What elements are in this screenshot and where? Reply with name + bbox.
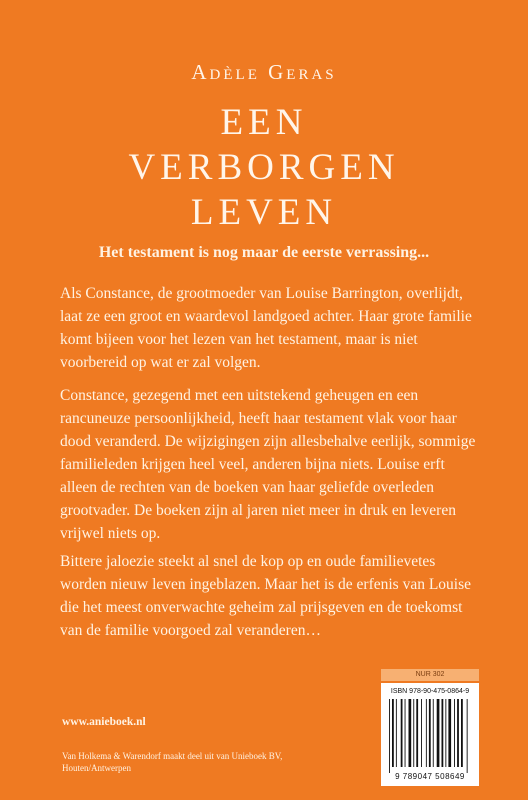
- barcode-panel: [381, 683, 479, 786]
- title-line: VERBORGEN: [128, 147, 400, 188]
- isbn-text: ISBN 978-90-475-0864-9: [390, 688, 470, 695]
- author-name: Adèle Geras: [191, 60, 337, 84]
- book-title: [0, 100, 528, 235]
- blurb-paragraph: Constance, gezegend met een uitstekend geheugen en een rancuneuze persoonlijkheid, heeft haar testament vlak voor haar dood veranderd. De wijzigingen zijn allesbehalve eerlijk, sommige familieleden krijgen heel veel, anderen bijna niets. Louise erft alleen de rechten van de boeken van haar geliefde overleden grootvader. De boeken zijn al jaren niet meer in druk en leveren vrijwel niets op.: [60, 387, 476, 542]
- nur-code: NUR 302: [381, 669, 479, 681]
- blurb-paragraph: Als Constance, de grootmoeder van Louise Barrington, overlijdt, laat ze een groot en waardevol landgoed achter. Haar grote familie komt bijeen voor het lezen van het testament, maar is niet voorbereid op wat er zal volgen.: [60, 285, 472, 371]
- publisher-note: Van Holkema & Warendorf maakt deel uit van Unieboek BV, Houten/Antwerpen: [62, 751, 283, 773]
- blurb-paragraph: Bittere jaloezie steekt al snel de kop op en oude familievetes worden nieuw leven ingeblazen. Maar het is de erfenis van Louise die het meest onverwachte geheim zal prijsgeven en de toekomst van de familie voorgoed zal veranderen…: [60, 553, 472, 639]
- title-line: EEN: [220, 102, 308, 143]
- website-url: www.anieboek.nl: [62, 716, 146, 728]
- title-line: LEVEN: [190, 192, 338, 233]
- barcode-digits: 9 789047 508649: [395, 772, 465, 781]
- tagline: Het testament is nog maar de eerste verrassing...: [98, 244, 430, 261]
- barcode-icon: [387, 699, 473, 773]
